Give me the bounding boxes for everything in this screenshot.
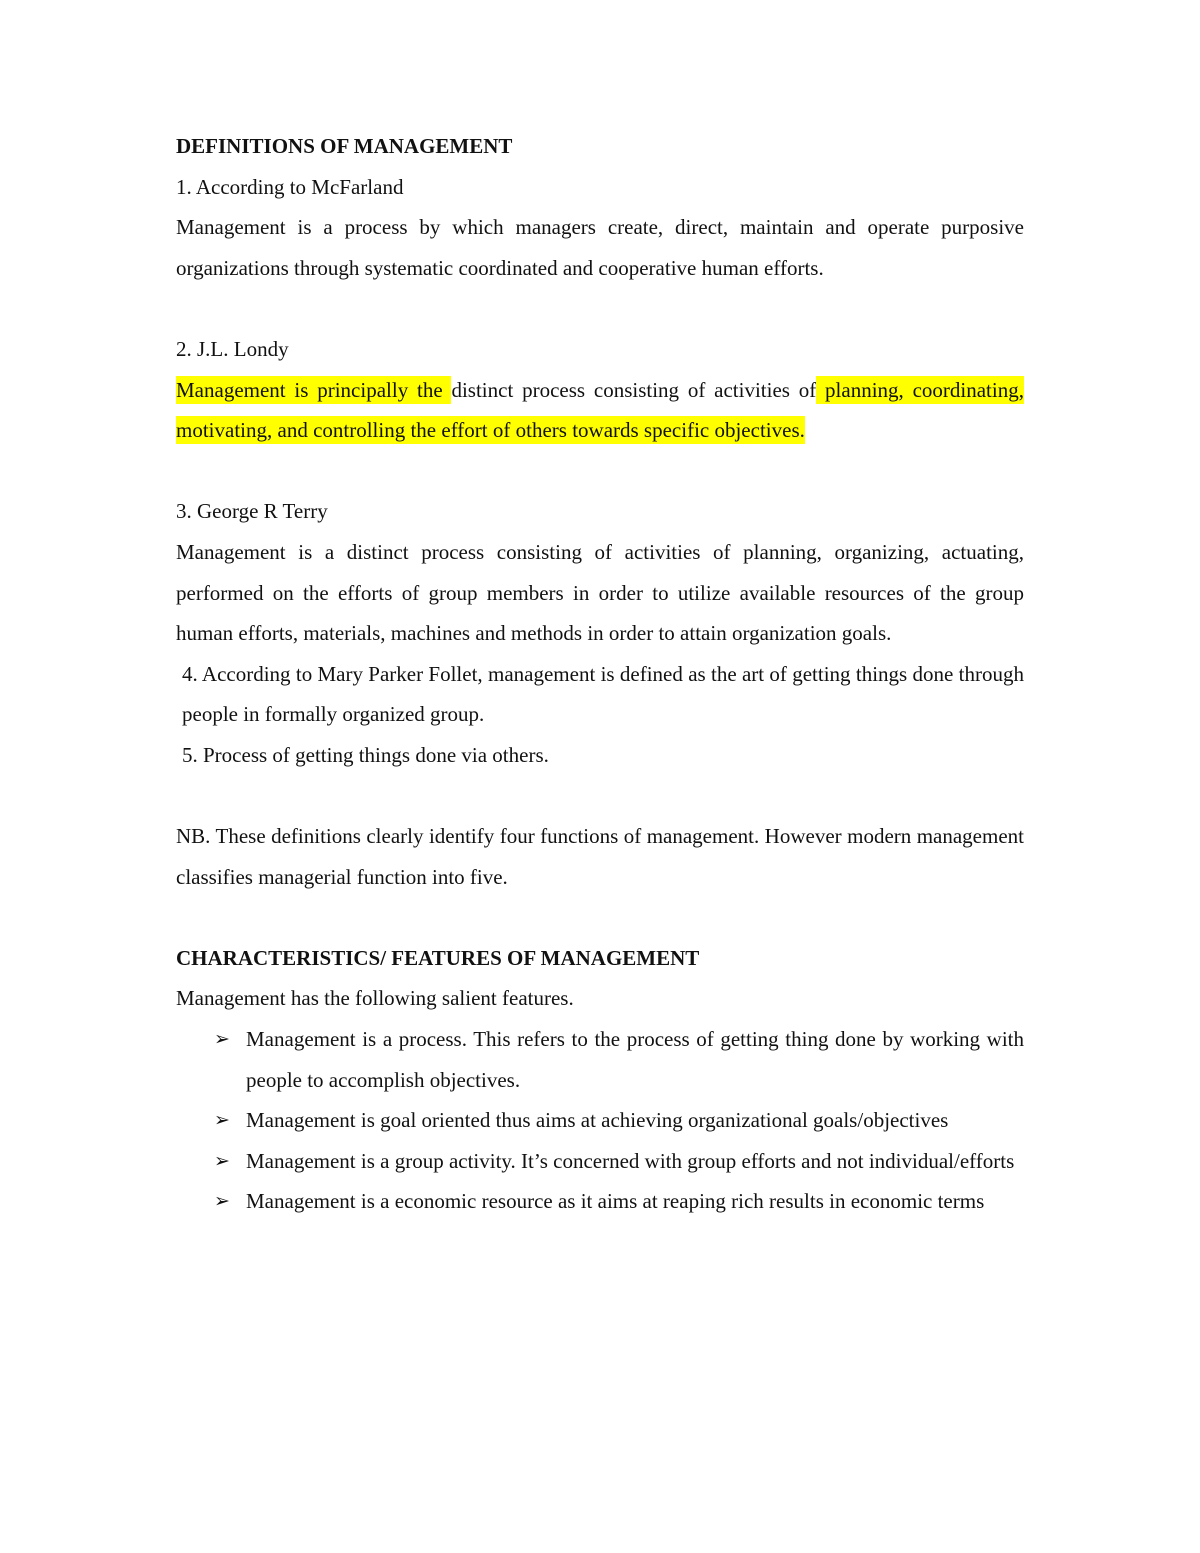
definitions-heading: DEFINITIONS OF MANAGEMENT (176, 134, 513, 158)
arrowhead-bullet-icon: ➢ (214, 1149, 230, 1172)
characteristics-list (176, 1019, 1024, 1222)
list-item-text: Management is goal oriented thus aims at achieving organizational goals/objectives (246, 1108, 949, 1133)
definition-5-text: 5. Process of getting things done via others. (182, 742, 549, 767)
plain-text: distinct process consisting of activities of (451, 377, 817, 402)
spacer (176, 288, 1024, 329)
list-item (214, 1019, 1024, 1100)
arrowhead-bullet-icon: ➢ (214, 1028, 230, 1051)
characteristics-intro: Management has the following salient features. (176, 986, 574, 1011)
highlighted-text: planning, coordinating, motivating, and controlling the effort of others towards specific objectives. (176, 377, 1024, 443)
definition-2-text (176, 370, 1024, 451)
list-item (214, 1141, 1024, 1182)
definition-3-text: Management is a distinct process consisting of activities of planning, organizing, actuating, performed on the efforts of group members in order to utilize available resources of the group human efforts, materials, machines and methods in order to attain organization goals. (176, 539, 1024, 646)
list-item-text: Management is a process. This refers to the process of getting thing done by working with people to accomplish objectives. (246, 1027, 1024, 1092)
list-item-text: Management is a economic resource as it aims at reaping rich results in economic terms (246, 1189, 985, 1214)
list-item (214, 1181, 1024, 1222)
list-item-text: Management is a group activity. It’s concerned with group efforts and not individual/efforts (246, 1148, 1015, 1173)
spacer (176, 776, 1024, 817)
list-item (214, 1100, 1024, 1141)
document-page (176, 126, 1024, 1222)
arrowhead-bullet-icon: ➢ (214, 1109, 230, 1132)
definition-1-text: Management is a process by which managers create, direct, maintain and operate purposive organizations through systematic coordinated and cooperative human efforts. (176, 215, 1024, 280)
definition-4-text: 4. According to Mary Parker Follet, management is defined as the art of getting things done through people in formally organized group. (182, 661, 1024, 727)
characteristics-heading: CHARACTERISTICS/ FEATURES OF MANAGEMENT (176, 945, 700, 970)
definitions-note: NB. These definitions clearly identify four functions of management. However modern management classifies managerial function into five. (176, 824, 1024, 889)
definition-2-title: 2. J.L. Londy (176, 336, 289, 361)
definition-1-title: 1. According to McFarland (176, 174, 404, 199)
spacer (176, 897, 1024, 938)
definition-3-title: 3. George R Terry (176, 499, 328, 524)
arrowhead-bullet-icon: ➢ (214, 1190, 230, 1213)
spacer (176, 451, 1024, 492)
highlighted-text: Management is principally the (176, 377, 452, 402)
